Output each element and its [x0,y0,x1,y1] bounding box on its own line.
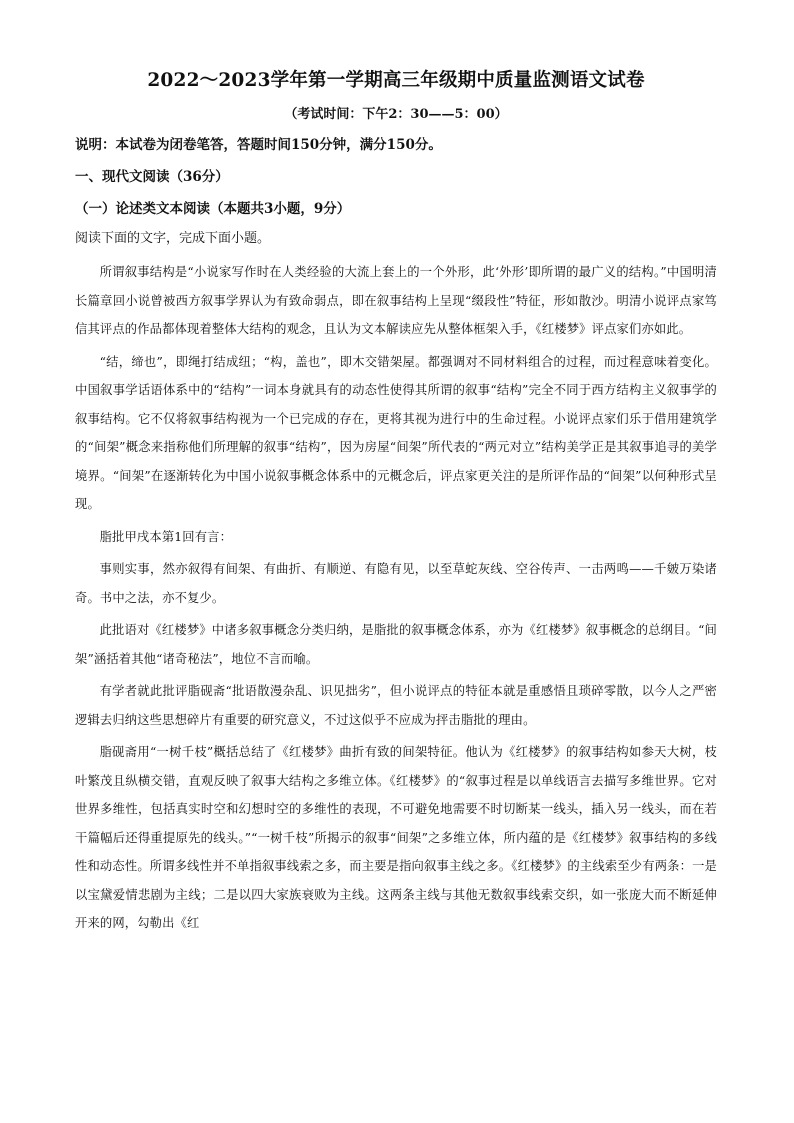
passage-paragraph: 脂批甲戌本第1回有言： [99,529,233,544]
subsection-heading: （一）论述类文本阅读（本题共3小题，9分） [75,201,351,217]
section-heading: 一、现代文阅读（36分） [75,169,229,185]
passage-paragraph: “结，缔也”，即绳打结成纽；“构，盖也”，即木交错架屋。都强调对不同材料组合的过程，而过程意味着变化。中国叙事学话语体系中的“结构”一词本身就具有的动态性使得其所谓的叙事“结构”完全不同于西方结构主义叙事学的叙事结构。它不仅将叙事结构视为一个已完成的存在，更将其视为进行中的生命过程。小说评点家们乐于借用建筑学的“间架”概念来指称他们所理解的叙事“结构”，因为房屋“间架”所代表的“两元对立”结构美学正是其叙事追寻的美学境界。“间架”在逐渐转化为中国小说叙事概念体系中的元概念后，评点家更关注的是所评作品的“间架”以何种形式呈现。 [75,354,717,511]
passage-paragraph: 所谓叙事结构是“小说家写作时在人类经验的大流上套上的一个外形，此‘外形’即所谓的最广义的结构。”中国明清长篇章回小说曾被西方叙事学界认为有致命弱点，即在叙事结构上呈现“缀段性”特征，形如散沙。明清小说评点家笃信其评点的作品都体现着整体大结构的观念，且认为文本解读应先从整体框架入手，《红楼梦》评点家们亦如此。 [75,265,717,336]
passage-paragraph: 此批语对《红楼梦》中诸多叙事概念分类归纳，是脂批的叙事概念体系，亦为《红楼梦》叙事概念的总纲目。“间架”涵括着其他“诸奇秘法”，地位不言而喻。 [75,623,717,666]
passage-quote: 事则实事，然亦叙得有间架、有曲折、有顺逆、有隐有见，以至草蛇灰线、空谷传声、一击两鸣——千皴万染诸奇。书中之法，亦不复少。 [75,562,717,605]
passage-paragraph: 有学者就此批评脂砚斋“批语散漫杂乱、识见拙劣”，但小说评点的特征本就是重感悟且琐碎零散，以今人之严密逻辑去归纳这些思想碎片有重要的研究意义，不过这似乎不应成为抨击脂批的理由。 [75,684,717,727]
reading-instruction: 阅读下面的文字，完成下面小题。 [75,231,271,246]
exam-title: 2022～2023学年第一学期高三年级期中质量监测语文试卷 [147,70,645,91]
passage-paragraph: 脂砚斋用“一树千枝”概括总结了《红楼梦》曲折有致的间架特征。他认为《红楼梦》的叙事结构如参天大树，枝叶繁茂且纵横交错，直观反映了叙事大结构之多维立体。《红楼梦》的“叙事过程是以单线语言去描写多维世界。它对世界多维性，包括真实时空和幻想时空的多维性的表现，不可避免地需要不时切断某一线头，插入另一线头，而在若干篇幅后还得重提原先的线头。”“一树千枝”所揭示的叙事“间架”之多维立体，所内蕴的是《红楼梦》叙事结构的多线性和动态性。所谓多线性并不单指叙事线索之多，而主要是指向叙事主线之多。《红楼梦》的主线索至少有两条：一是以宝黛爱情悲剧为主线；二是以四大家族衰败为主线。这两条主线与其他无数叙事线索交织，如一张庞大而不断延伸开来的网，勾勒出《红 [75,745,717,930]
exam-time: （考试时间：下午2：30——5：00） [284,107,508,122]
reading-passage [75,258,717,938]
exam-note: 说明：本试卷为闭卷笔答，答题时间150分钟，满分150分。 [75,137,442,153]
document-page [75,66,717,942]
